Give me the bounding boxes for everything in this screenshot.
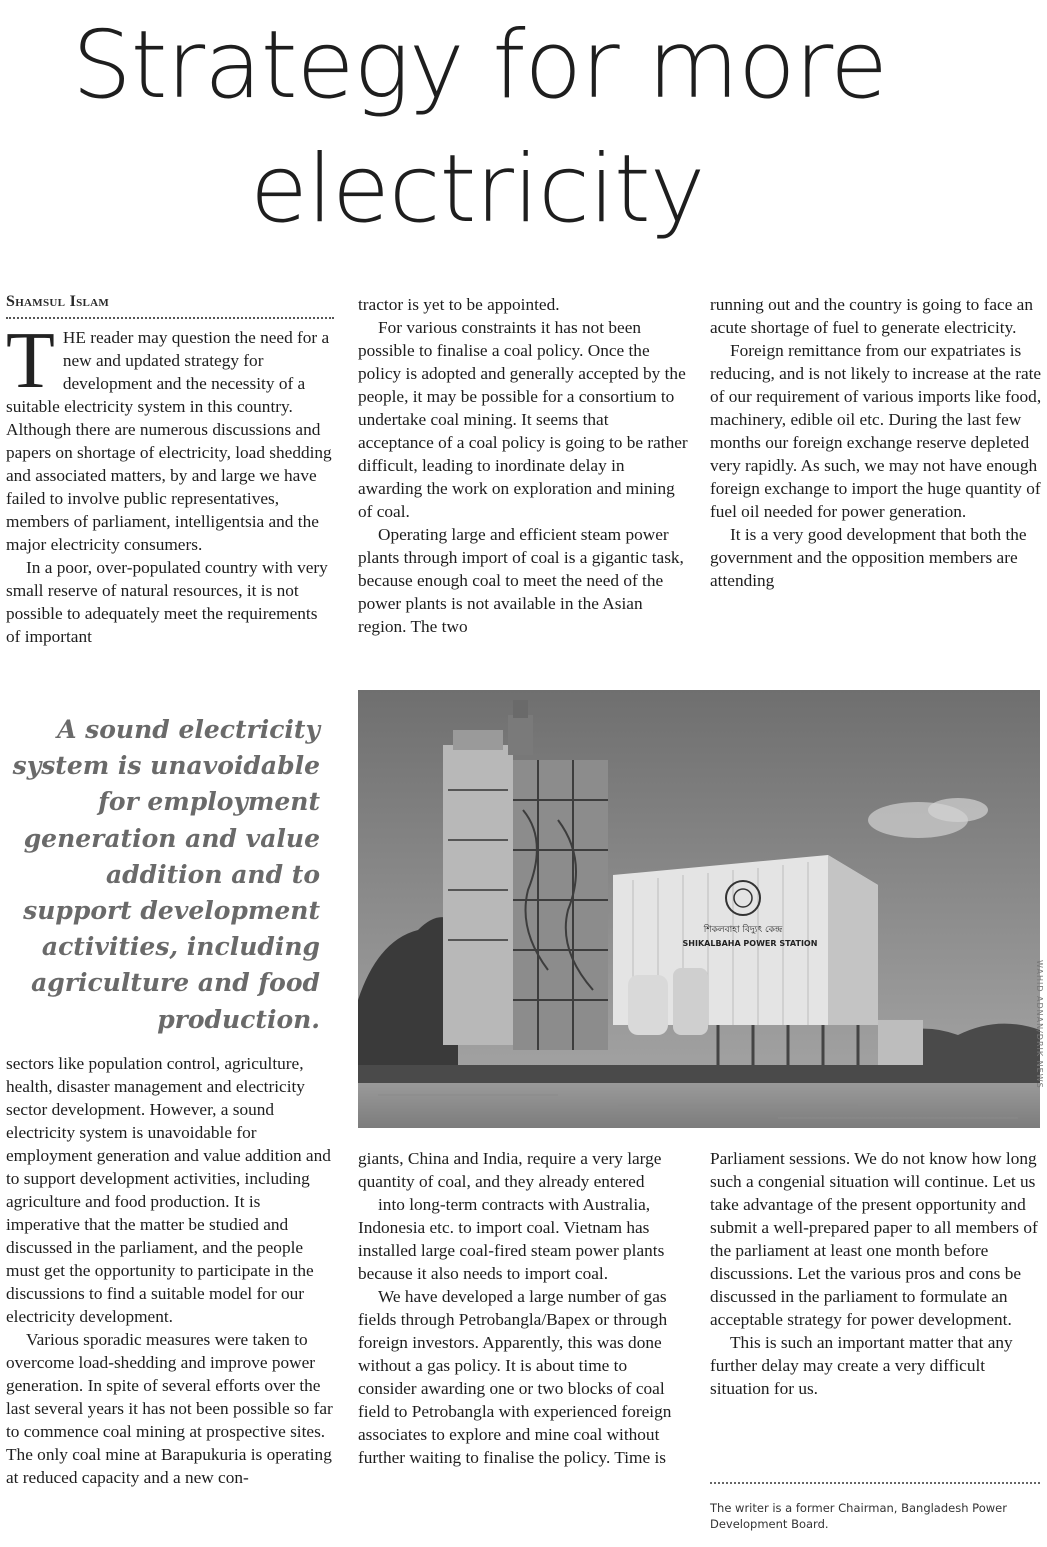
paragraph: We have developed a large number of gas fields through Petrobangla/Bapex or through foreign investors. Apparently, this was done without a gas policy. It is about time to consider awarding one or two blocks of coal field to Petrobangla with experienced foreign associates to explore and mine coal without further waiting to finalise the policy. Time is [358,1287,672,1467]
column-1-bottom [6,1052,336,1540]
footnote-divider [710,1482,1040,1484]
paragraph: It is a very good development that both the government and the opposition members are attending [710,525,1027,590]
byline: Shamsul Islam [6,293,334,319]
paragraph: HE reader may question the need for a new and updated strategy for development and the necessity of a suitable electricity system in this country. Although there are numerous discussions and papers on shortage of electricity, load shedding and associated matters, by and large we have failed to involve public representatives, members of parliament, intelligentsia and the major electricity consumers. [6,328,332,554]
drop-cap: T [6,326,55,405]
headline-line-2: electricity [250,135,705,244]
paragraph: Operating large and efficient steam power plants through import of coal is a gigantic task, because enough coal to meet the need of the power plants is not available in the Asian region. The two [358,525,684,636]
paragraph: running out and the country is going to face an acute shortage of fuel to generate electricity. [710,295,1033,337]
author-footnote: The writer is a former Chairman, Bangladesh Power Development Board. [710,1501,1007,1531]
headline-line-1: Strategy for more [72,11,888,120]
sign-english: SHIKALBAHA POWER STATION [682,939,818,948]
paragraph: Parliament sessions. We do not know how long such a congenial situation will continue. Let us take advantage of the present opportunity and submit a well-prepared paper to all members of the parliament at least one month before discussions. Let the various pros and cons be discussed in the parliament to formulate an acceptable strategy for power development. [710,1149,1038,1329]
paragraph: In a poor, over-populated country with very small reserve of natural resources, it is not possible to adequately meet the requirements of important [6,558,328,646]
paragraph: This is such an important matter that any further delay may create a very difficult situation for us. [710,1333,1013,1398]
paragraph: tractor is yet to be appointed. [358,295,560,314]
sign-bengali: শিকলবাহা বিদ্যুৎ কেন্দ্র [703,925,783,935]
column-2-top [358,293,688,665]
photo-credit: WAHID ADNAN/DRIK NEWS [1035,960,1044,1089]
power-station-photo [358,690,1040,1128]
paragraph: giants, China and India, require a very large quantity of coal, and they already entered [358,1149,662,1191]
column-3-bottom [710,1147,1042,1472]
paragraph: For various constraints it has not been possible to finalise a coal policy. Once the policy is adopted and generally accepted by the people, it may be possible for a consortium to undertake coal mining. It seems that acceptance of a coal policy is going to be rather difficult, leading to inordinate delay in awarding the work on exploration and mining of coal. [358,318,688,521]
column-1-top [6,326,336,674]
column-2-bottom [358,1147,688,1540]
paragraph: into long-term contracts with Australia, Indonesia etc. to import coal. Vietnam has installed large coal-fired steam power plants because it also needs to import coal. [358,1195,665,1283]
power-station-illustration [358,690,1040,1128]
pull-quote: A sound electricity system is unavoidable for employment generation and value addition and to support development activities, including agriculture and food production. [12,715,320,1034]
column-3-top [710,293,1042,665]
paragraph: Various sporadic measures were taken to overcome load-shedding and improve power generation. In spite of several efforts over the last several years it has not been possible so far to commence coal mining at prospective sites. The only coal mine at Barapukuria is operating at reduced capacity and a new con- [6,1330,333,1487]
paragraph: Foreign remittance from our expatriates is reducing, and is not likely to increase at the rate of our requirement of various imports like food, machinery, edible oil etc. During the last few months our foreign exchange reserve depleted very rapidly. As such, we may not have enough foreign exchange to import the huge quantity of fuel oil needed for power generation. [710,341,1042,521]
paragraph: sectors like population control, agriculture, health, disaster management and electricity sector development. However, a sound electricity system is unavoidable for employment generation and value addition and to support development activities, including agriculture and food production. It is imperative that the matter be studied and discussed in the parliament, and the people must get the opportunity to participate in the discussions to find a suitable model for our electricity development. [6,1054,331,1326]
